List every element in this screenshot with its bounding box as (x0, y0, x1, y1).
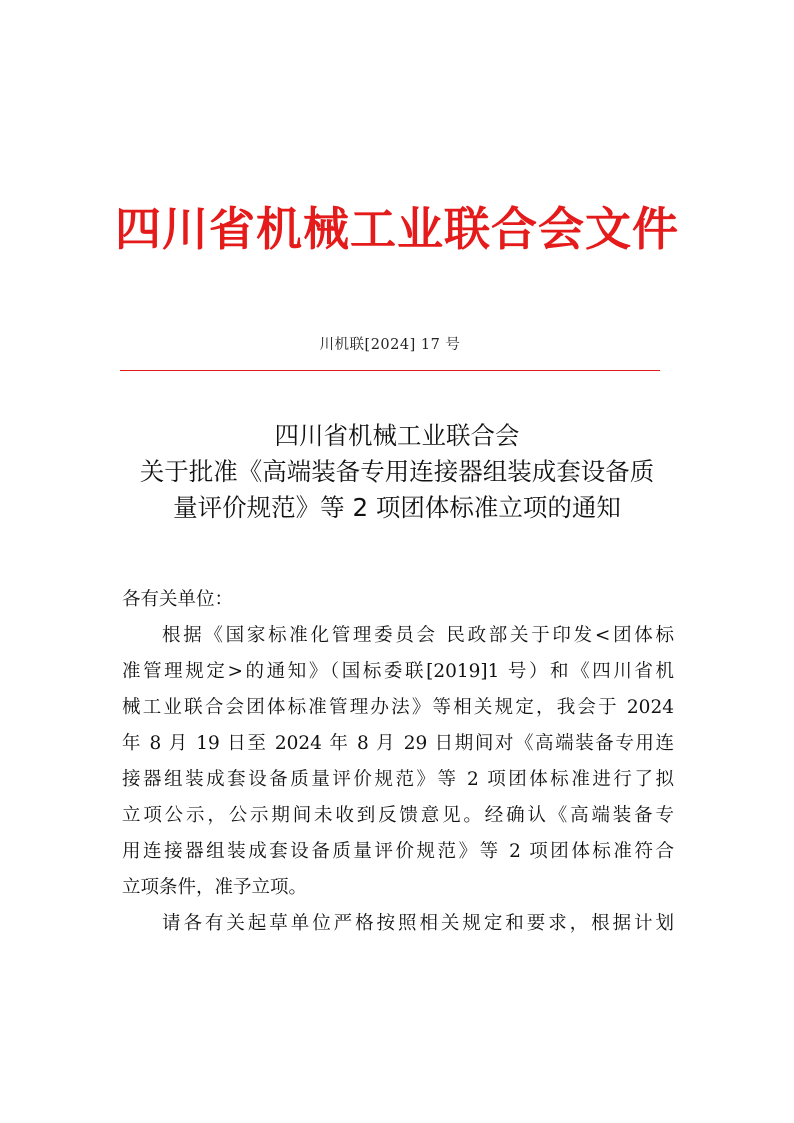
paragraph-1-line: 械工业联合会团体标准管理办法》等相关规定，我会于 2024 (122, 697, 674, 718)
red-divider-line (120, 370, 660, 371)
paragraph-1-line: 用连接器组装成套设备质量评价规范》等 2 项团体标准符合 (122, 841, 674, 862)
notice-title-line-1: 四川省机械工业联合会 (274, 421, 520, 450)
paragraph-1-line: 根据《国家标准化管理委员会 民政部关于印发<团体标 (162, 625, 674, 646)
paragraph-1-line: 年 8 月 19 日至 2024 年 8 月 29 日期间对《高端装备专用连 (122, 733, 674, 754)
paragraph-2-line: 请各有关起草单位严格按照相关规定和要求，根据计划 (162, 913, 674, 934)
notice-title-line-3: 量评价规范》等 2 项团体标准立项的通知 (173, 493, 621, 522)
paragraph-1-line: 准管理规定>的通知》（国标委联[2019]1 号）和《四川省机 (122, 661, 674, 682)
document-number: 川机联[2024] 17 号 (319, 337, 461, 353)
paragraph-1-line: 接器组装成套设备质量评价规范》等 2 项团体标准进行了拟 (122, 769, 674, 790)
notice-title-line-2: 关于批准《高端装备专用连接器组装成套设备质 (139, 457, 655, 486)
notice-title (80, 418, 714, 526)
document-masthead: 四川省机械工业联合会文件 (115, 202, 679, 256)
salutation: 各有关单位： (122, 589, 234, 610)
paragraph-1-line: 立项条件，准予立项。 (122, 877, 308, 898)
paragraph-1-line: 立项公示，公示期间未收到反馈意见。经确认《高端装备专 (122, 805, 674, 826)
notice-body (122, 582, 674, 942)
